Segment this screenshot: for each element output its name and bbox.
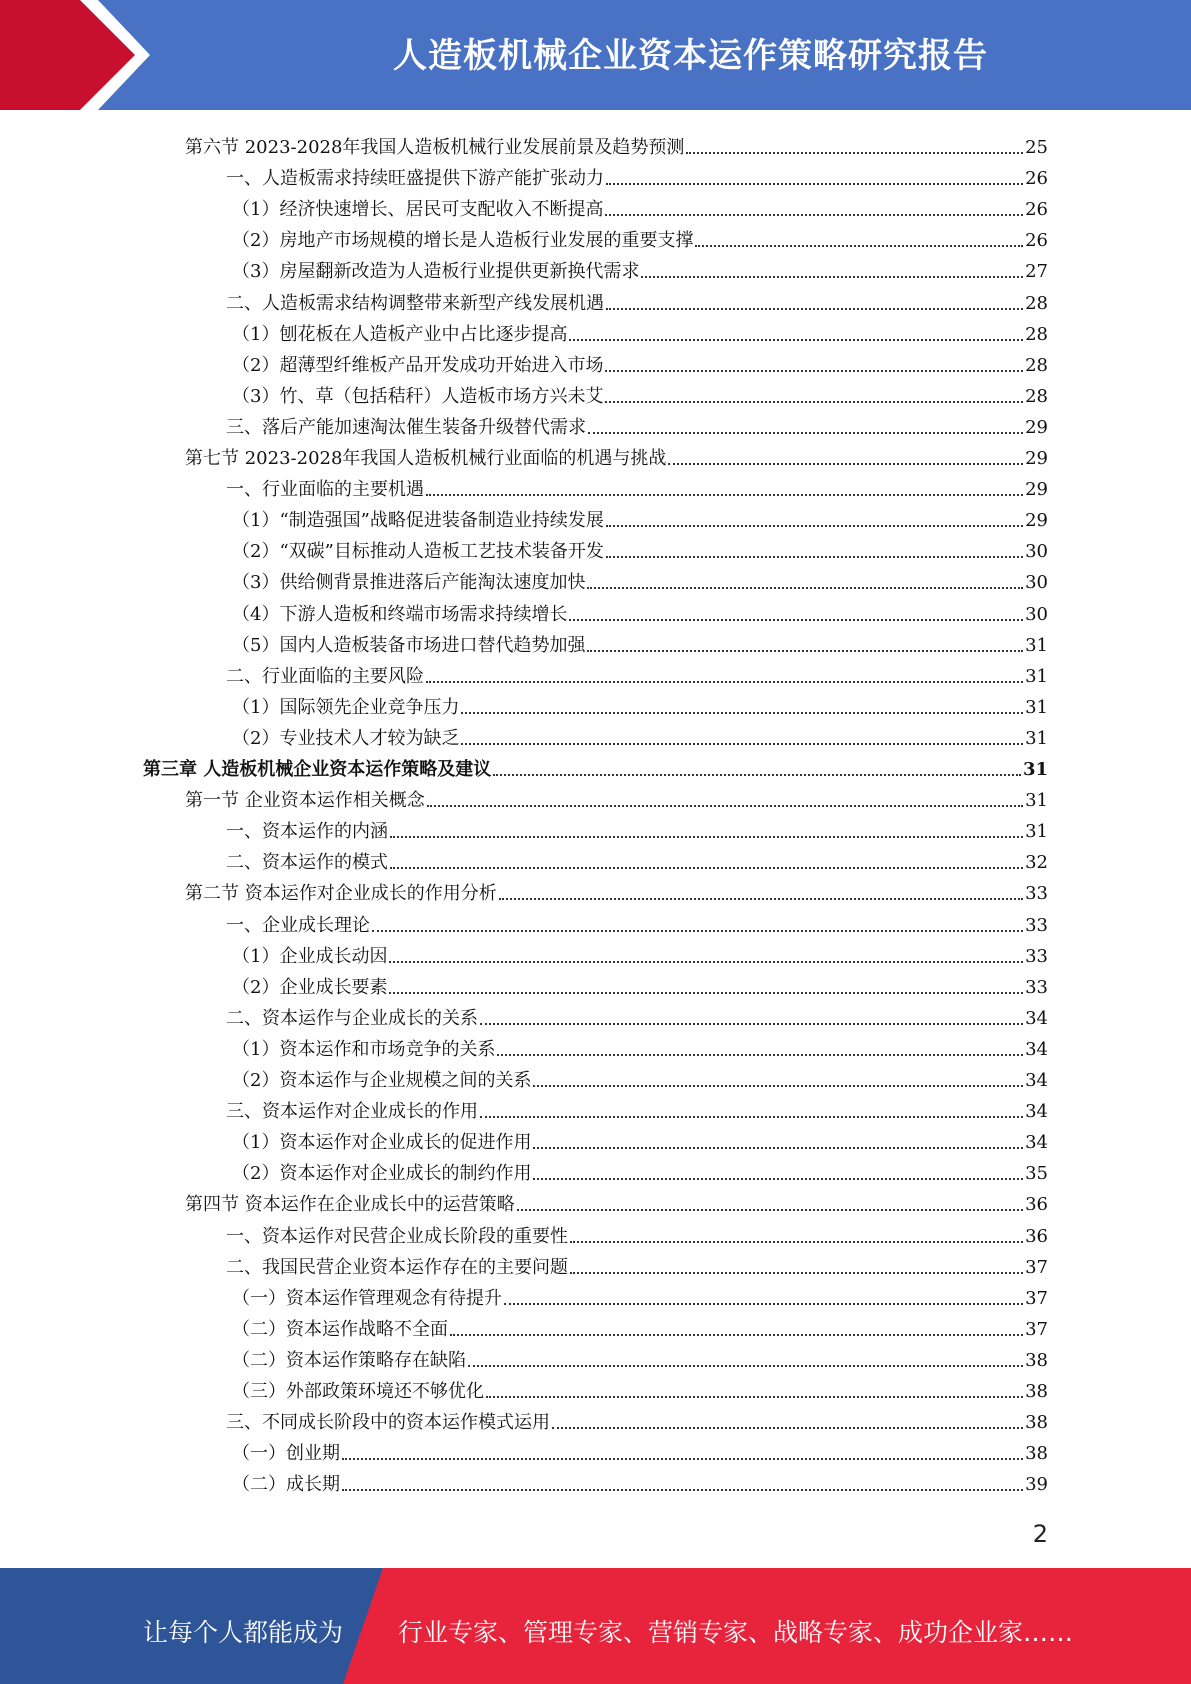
toc-entry[interactable] [232,1465,1048,1496]
toc-entry-page: 38 [1025,1381,1048,1402]
toc-entry[interactable] [232,190,1048,221]
toc-entry-label: （1）资本运作和市场竞争的关系 [232,1038,496,1060]
toc-dot-leader [605,401,1023,403]
toc-entry-label: （二）资本运作战略不全面 [232,1318,448,1340]
toc-entry[interactable] [226,657,1048,688]
toc-entry-page: 25 [1025,137,1048,158]
toc-entry[interactable] [232,1061,1048,1092]
toc-entry-page: 37 [1025,1256,1048,1278]
toc-dot-leader [533,1147,1023,1149]
toc-entry[interactable] [232,346,1048,377]
toc-entry-page: 34 [1025,1070,1048,1091]
toc-dot-leader [468,1365,1023,1367]
toc-dot-leader [480,1023,1023,1025]
toc-entry-label: （1）刨花板在人造板产业中占比逐步提高 [232,323,568,345]
toc-entry-label: （5）国内人造板装备市场进口替代趋势加强 [232,634,586,656]
toc-entry-page: 34 [1025,1038,1048,1060]
toc-entry[interactable] [232,626,1048,657]
toc-entry-page: 37 [1025,1287,1048,1309]
toc-dot-leader [606,308,1023,310]
toc-entry-label: （1）经济快速增长、居民可支配收入不断提高 [232,199,604,221]
toc-entry-label: 一、企业成长理论 [226,914,370,936]
toc-entry-page: 33 [1025,976,1048,998]
toc-entry-page: 31 [1025,790,1048,812]
toc-entry[interactable] [226,999,1048,1030]
toc-entry-label: （1）“制造强国”战略促进装备制造业持续发展 [232,510,604,532]
toc-entry[interactable] [232,719,1048,750]
toc-entry-page: 28 [1025,323,1048,345]
page-number: 2 [1032,1520,1048,1548]
toc-dot-leader [450,1334,1023,1336]
toc-entry-label: 一、资本运作对民营企业成长阶段的重要性 [226,1225,568,1247]
toc-dot-leader [342,1458,1023,1460]
toc-entry[interactable] [226,843,1048,874]
toc-dot-leader [605,370,1023,372]
toc-dot-leader [668,463,1023,465]
toc-entry-label: 二、我国民营企业资本运作存在的主要问题 [226,1256,568,1278]
toc-dot-leader [570,1272,1023,1274]
header-arrow-decoration [0,0,150,110]
toc-entry[interactable] [185,781,1048,812]
toc-entry-page: 31 [1025,727,1048,749]
toc-dot-leader [606,183,1023,185]
toc-entry[interactable] [185,874,1048,905]
toc-entry[interactable] [232,252,1048,283]
toc-entry-page: 32 [1025,852,1048,874]
toc-entry-page: 39 [1025,1474,1048,1496]
toc-dot-leader [641,276,1023,278]
toc-dot-leader [426,494,1023,496]
toc-dot-leader [533,1085,1023,1087]
toc-entry-label: （二）资本运作策略存在缺陷 [232,1349,466,1371]
toc-entry[interactable] [232,595,1048,626]
toc-entry-label: （4）下游人造板和终端市场需求持续增长 [232,603,568,625]
toc-entry-page: 26 [1025,230,1048,252]
toc-entry-page: 29 [1025,448,1048,469]
footer-slogan-right: 行业专家、管理专家、营销专家、战略专家、成功企业家…… [398,1618,1074,1647]
toc-dot-leader [427,805,1023,807]
toc-entry-label: 一、行业面临的主要机遇 [226,479,424,501]
toc-entry-page: 26 [1025,168,1048,190]
toc-entry-page: 27 [1025,261,1048,283]
toc-entry[interactable] [185,128,1048,159]
toc-entry[interactable] [226,159,1048,190]
toc-entry[interactable] [232,688,1048,719]
toc-entry-label: 二、人造板需求结构调整带来新型产线发展机遇 [226,292,604,314]
toc-entry-page: 31 [1022,759,1048,780]
toc-dot-leader [497,1054,1023,1056]
toc-entry-page: 33 [1025,945,1048,967]
toc-entry-page: 28 [1025,292,1048,314]
toc-entry-page: 28 [1025,354,1048,376]
toc-entry-label: 二、行业面临的主要风险 [226,665,424,687]
toc-entry-page: 38 [1025,1349,1048,1371]
toc-entry-label: 二、资本运作的模式 [226,852,388,874]
toc-entry-page: 31 [1025,634,1048,656]
toc-entry[interactable] [232,563,1048,594]
toc-dot-leader [569,339,1023,341]
toc-entry-page: 34 [1025,1132,1048,1154]
toc-entry[interactable] [226,1092,1048,1123]
toc-entry-page: 30 [1025,541,1048,563]
toc-entry-page: 34 [1025,1007,1048,1029]
toc-entry-page: 30 [1025,572,1048,594]
toc-dot-leader [389,961,1023,963]
toc-dot-leader [517,1209,1023,1211]
toc-entry-page: 38 [1025,1412,1048,1434]
toc-entry-page: 31 [1025,821,1048,843]
toc-entry-label: （2）“双碳”目标推动人造板工艺技术装备开发 [232,541,604,563]
report-title: 人造板机械企业资本运作策略研究报告 [393,36,988,76]
toc-entry-label: 二、资本运作与企业成长的关系 [226,1007,478,1029]
toc-entry[interactable] [232,1154,1048,1185]
toc-entry[interactable] [232,968,1048,999]
toc-entry-label: （2）资本运作对企业成长的制约作用 [232,1163,532,1185]
toc-dot-leader [569,619,1023,621]
toc-entry[interactable] [232,501,1048,532]
toc-entry-label: （2）房地产市场规模的增长是人造板行业发展的重要支撑 [232,230,694,252]
toc-entry[interactable] [226,1217,1048,1248]
toc-entry[interactable] [232,532,1048,563]
toc-entry-label: （2）企业成长要素 [232,976,388,998]
toc-dot-leader [372,930,1023,932]
toc-entry-page: 31 [1025,696,1048,718]
toc-entry[interactable] [232,1341,1048,1372]
toc-dot-leader [587,587,1023,589]
toc-dot-leader [686,152,1023,154]
toc-entry-page: 38 [1025,1443,1048,1465]
toc-dot-leader [389,992,1023,994]
toc-entry[interactable] [226,1403,1048,1434]
toc-entry-label: （2）资本运作与企业规模之间的关系 [232,1070,532,1091]
toc-entry-label: （2）超薄型纤维板产品开发成功开始进入市场 [232,354,604,376]
toc-entry[interactable] [185,439,1048,470]
toc-entry-label: 一、人造板需求持续旺盛提供下游产能扩张动力 [226,168,604,190]
toc-entry-label: 三、资本运作对企业成长的作用 [226,1101,478,1123]
toc-dot-leader [588,432,1023,434]
toc-entry-page: 30 [1025,603,1048,625]
toc-dot-leader [533,1178,1023,1180]
toc-entry-page: 31 [1025,665,1048,687]
footer-slogan-left: 让每个人都能成为 [143,1618,344,1647]
toc-dot-leader [461,712,1023,714]
toc-dot-leader [480,1116,1023,1118]
toc-entry-label: 第六节 2023-2028年我国人造板机械行业发展前景及趋势预测 [185,137,685,158]
toc-entry[interactable] [232,221,1048,252]
toc-entry-label: （3）房屋翻新改造为人造板行业提供更新换代需求 [232,261,640,283]
toc-dot-leader [587,650,1023,652]
toc-entry-label: （三）外部政策环境还不够优化 [232,1381,484,1402]
toc-entry-page: 34 [1025,1101,1048,1123]
toc-entry[interactable] [143,750,1048,781]
toc-dot-leader [606,525,1023,527]
toc-entry-label: （3）竹、草（包括秸秆）人造板市场方兴未艾 [232,385,604,407]
toc-entry[interactable] [232,1279,1048,1310]
toc-entry-page: 36 [1025,1225,1048,1247]
toc-entry-label: （2）专业技术人才较为缺乏 [232,727,460,749]
toc-entry-page: 33 [1025,883,1048,905]
toc-entry-page: 35 [1025,1163,1048,1185]
toc-entry[interactable] [226,284,1048,315]
toc-entry-label: 第七节 2023-2028年我国人造板机械行业面临的机遇与挑战 [185,448,667,469]
toc-entry-page: 36 [1025,1194,1048,1216]
toc-entry-label: 三、落后产能加速淘汰催生装备升级替代需求 [226,416,586,438]
toc-entry-label: 第四节 资本运作在企业成长中的运营策略 [185,1194,515,1216]
toc-entry[interactable] [232,1030,1048,1061]
toc-dot-leader [390,836,1023,838]
toc-entry-label: （二）成长期 [232,1474,340,1496]
toc-entry-label: （1）资本运作对企业成长的促进作用 [232,1132,532,1154]
toc-entry-page: 29 [1025,479,1048,501]
toc-entry-page: 33 [1025,914,1048,936]
toc-entry[interactable] [232,1310,1048,1341]
toc-dot-leader [342,1489,1023,1491]
toc-entry[interactable] [232,1372,1048,1403]
toc-entry-label: 第一节 企业资本运作相关概念 [185,790,425,812]
toc-dot-leader [695,245,1023,247]
header-bar [0,0,1191,110]
toc-dot-leader [499,898,1023,900]
toc-entry-page: 37 [1025,1318,1048,1340]
toc-entry-label: （一）资本运作管理观念有待提升 [232,1287,502,1309]
toc-entry-label: （1）国际领先企业竞争压力 [232,696,460,718]
toc-entry-label: 第三章 人造板机械企业资本运作策略及建议 [143,759,492,780]
toc-entry[interactable] [185,1185,1048,1216]
toc-dot-leader [606,556,1023,558]
toc-entry[interactable] [226,408,1048,439]
toc-entry[interactable] [226,906,1048,937]
toc-entry-label: 第二节 资本运作对企业成长的作用分析 [185,883,497,905]
toc-entry-label: （一）创业期 [232,1443,340,1465]
toc-entry-page: 28 [1025,385,1048,407]
toc-entry[interactable] [226,1248,1048,1279]
toc-entry[interactable] [232,1123,1048,1154]
toc-dot-leader [486,1396,1023,1398]
toc-dot-leader [570,1241,1023,1243]
toc-entry[interactable] [232,1434,1048,1465]
toc-entry-label: 三、不同成长阶段中的资本运作模式运用 [226,1412,550,1434]
toc-entry[interactable] [226,812,1048,843]
toc-dot-leader [605,214,1023,216]
toc-entry-page: 26 [1025,199,1048,221]
toc-entry-label: （3）供给侧背景推进落后产能淘汰速度加快 [232,572,586,594]
toc-dot-leader [461,743,1023,745]
toc-entry[interactable] [232,315,1048,346]
toc-entry[interactable] [232,377,1048,408]
toc-entry-page: 29 [1025,510,1048,532]
toc-dot-leader [426,681,1023,683]
toc-dot-leader [493,774,1021,776]
toc-entry-label: （1）企业成长动因 [232,945,388,967]
toc-entry[interactable] [226,470,1048,501]
toc-entry[interactable] [232,937,1048,968]
footer-bar [0,1568,1191,1684]
toc-entry-page: 29 [1025,416,1048,438]
toc-dot-leader [552,1427,1023,1429]
toc-dot-leader [504,1303,1023,1305]
toc-entry-label: 一、资本运作的内涵 [226,821,388,843]
toc-dot-leader [390,867,1023,869]
